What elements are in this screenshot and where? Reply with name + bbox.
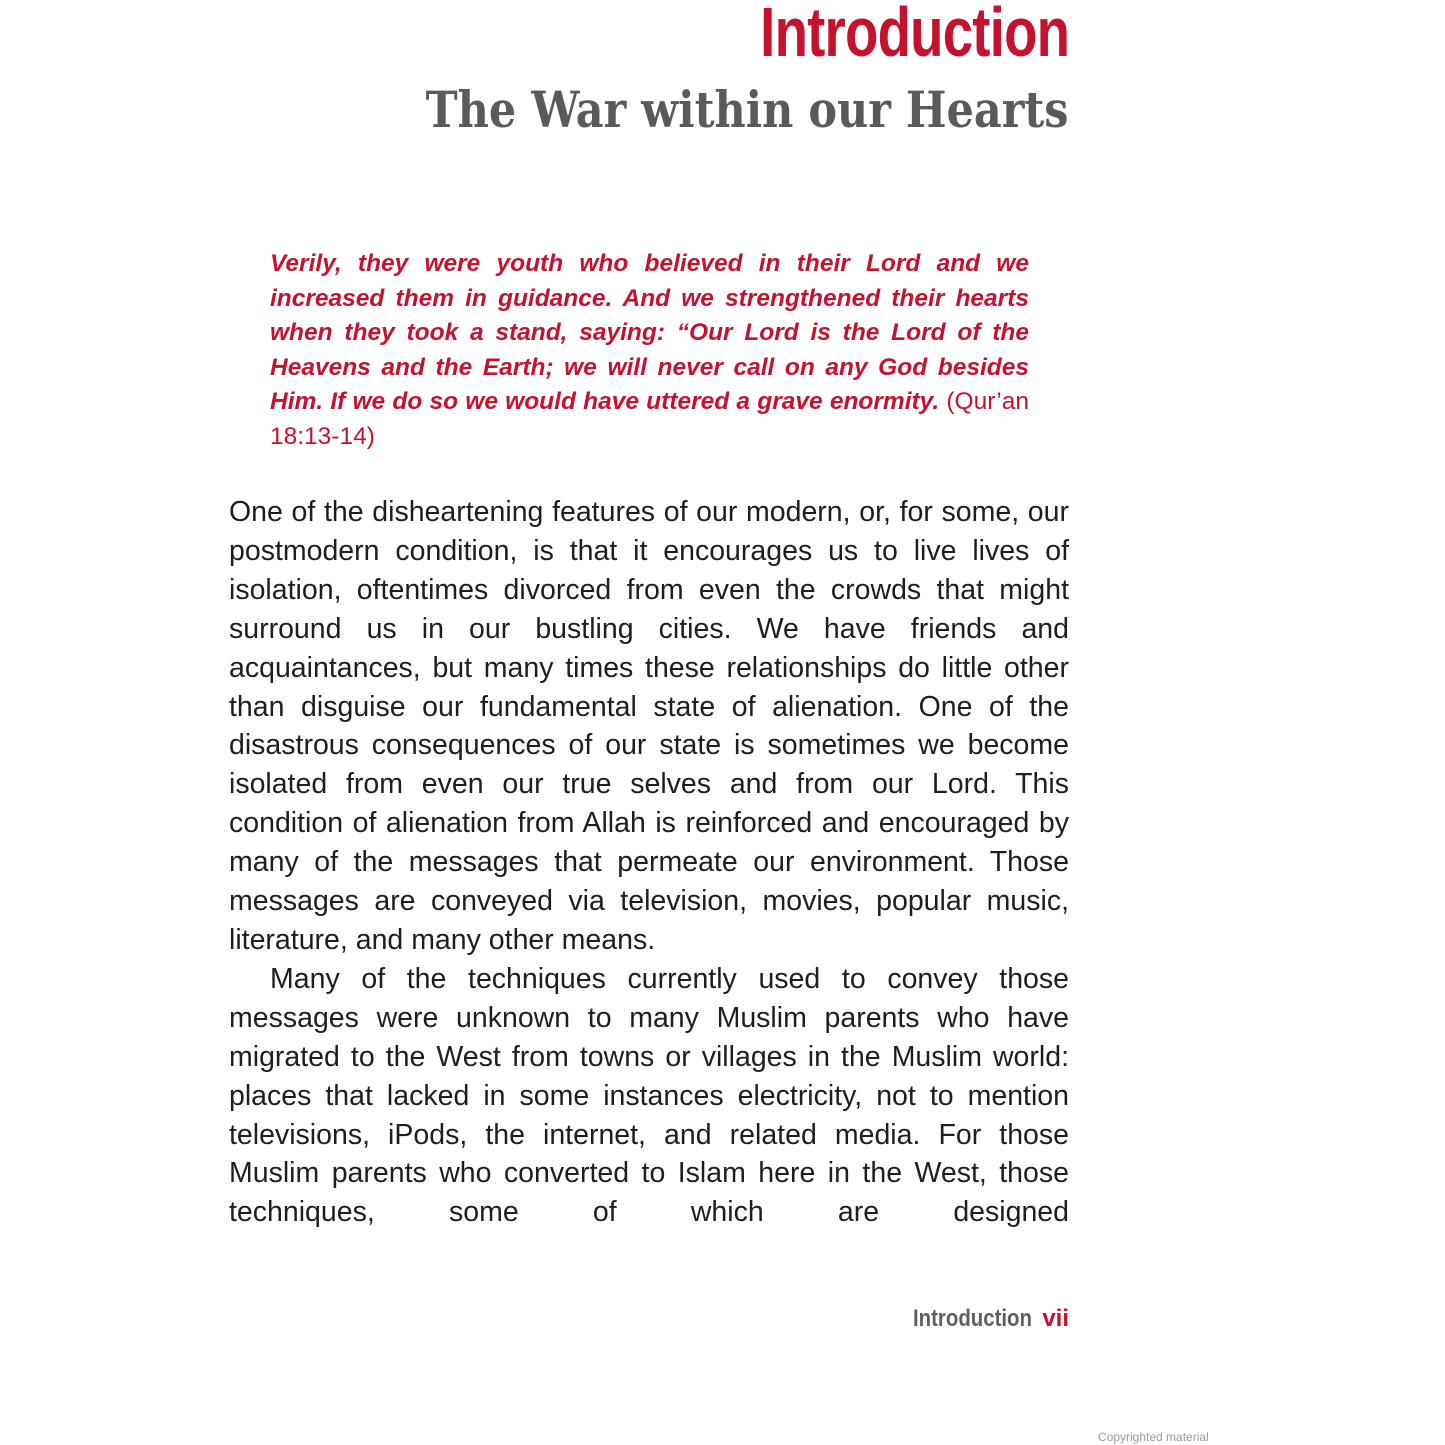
copyright-watermark: Copyrighted material: [1098, 1430, 1209, 1444]
running-title: Introduction: [913, 1305, 1033, 1332]
chapter-title: Introduction: [759, 0, 1069, 71]
epigraph-citation: (Qur’an 18:13-14): [270, 388, 1029, 450]
page-number: vii: [1042, 1305, 1069, 1332]
epigraph-verse: Verily, they were youth who believed in their Lord and we increased them in guidance. And we strengthened their hearts when they took a stand, saying: “Our Lord is the Lord of the Heavens and the Earth; we will never call on any God besides Him. If we do so we would have uttered a grave enormity.: [270, 250, 1029, 415]
epigraph-quote: [270, 247, 1029, 454]
page-footer: [892, 1303, 1069, 1335]
body-text: [229, 493, 1069, 1232]
chapter-subtitle: The War within our Hearts: [425, 80, 1068, 139]
body-paragraph: One of the disheartening features of our modern, or, for some, our postmodern condition, is that it encourages us to live lives of isolation, oftentimes divorced from even the crowds that might surround us in our bustling cities. We have friends and acquaintances, but many times these relationships do little other than disguise our fundamental state of alienation. One of the disastrous consequences of our state is sometimes we become isolated from even our true selves and from our Lord. This condition of alienation from Allah is reinforced and encouraged by many of the messages that permeate our environment. Those messages are conveyed via television, movies, popular music, literature, and many other means.: [229, 496, 1069, 956]
body-paragraph: Many of the techniques currently used to convey those messages were unknown to many Muslim parents who have migrated to the West from towns or villages in the Muslim world: places that lacked in some instances electricity, not to mention televisions, iPods, the internet, and related media. For those Muslim parents who converted to Islam here in the West, those techniques, some of which are designed: [229, 962, 1069, 1229]
